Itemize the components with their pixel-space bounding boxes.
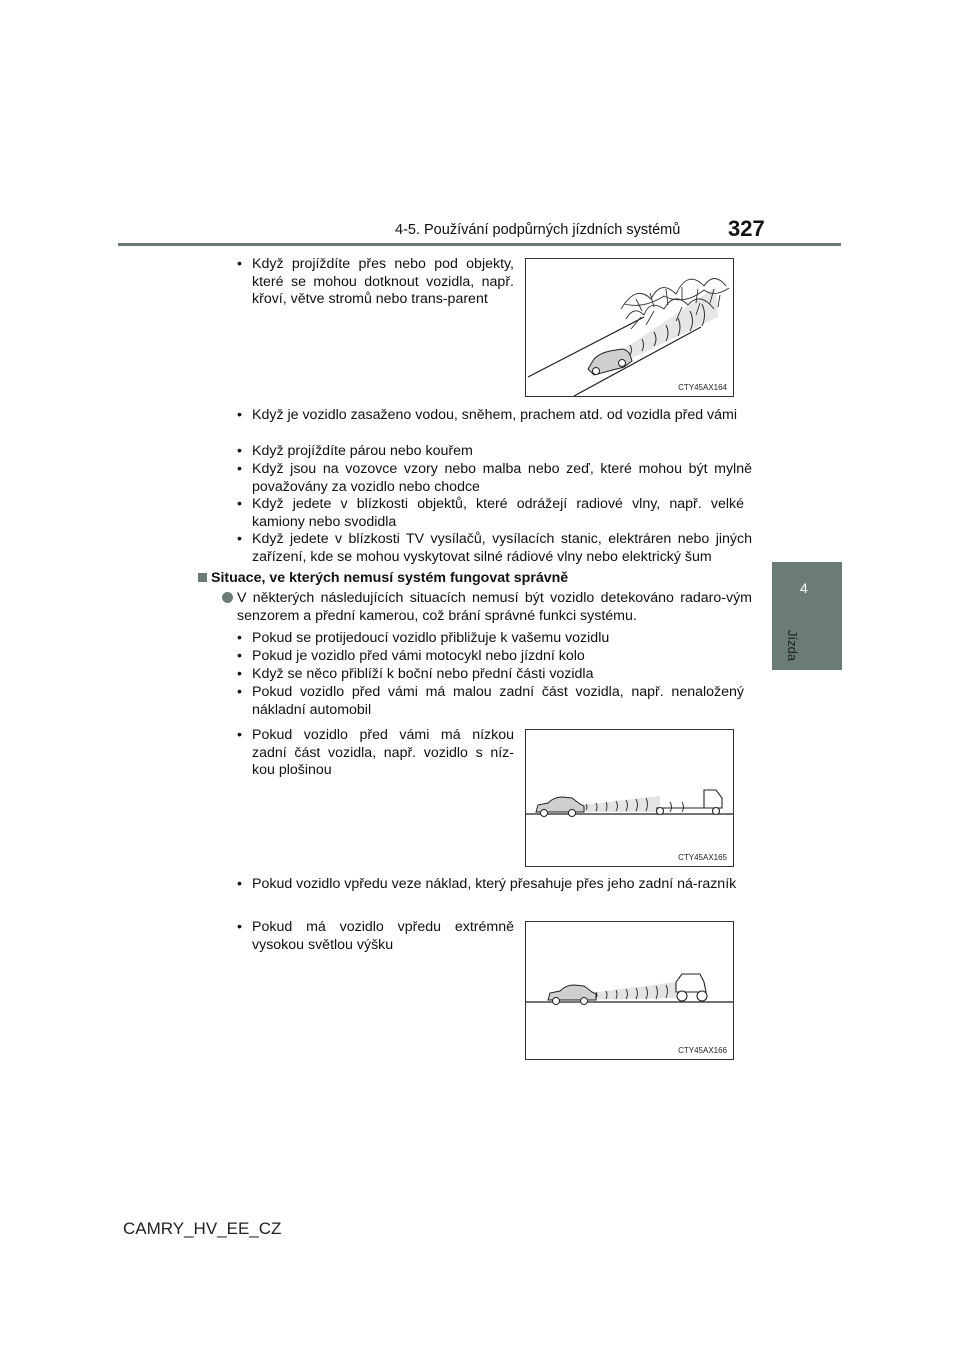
list-item: • Když jedete v blízkosti TV vysílačů, vysílacích stanic, elektráren nebo jiných zařízení, kde se mohou vyskytovat silné rádiové vlny nebo elektrický šum bbox=[237, 531, 752, 565]
high-clearance-illustration bbox=[526, 922, 733, 1059]
list-item-text: Pokud vozidlo před vámi má malou zadní část vozidla, např. nenaložený nákladní automobil bbox=[252, 684, 744, 718]
header-divider bbox=[118, 243, 841, 246]
chapter-tab bbox=[772, 562, 842, 670]
square-bullet-icon bbox=[198, 573, 207, 582]
list-item-text: Když je vozidlo zasaženo vodou, sněhem, prachem atd. od vozidla před vámi bbox=[252, 407, 738, 423]
list-item: • Pokud je vozidlo před vámi motocykl nebo jízdní kolo bbox=[237, 648, 585, 664]
model-code: CAMRY_HV_EE_CZ bbox=[123, 1219, 282, 1238]
figure-code: CTY45AX164 bbox=[678, 383, 727, 392]
circle-bullet-icon bbox=[222, 592, 233, 603]
car-icon bbox=[588, 349, 632, 375]
list-item-text: Když projíždíte párou nebo kouřem bbox=[252, 443, 473, 459]
list-item: • Pokud vozidlo před vámi má nízkou zadní část vozidla, např. vozidlo s níz-kou plošinou bbox=[237, 727, 514, 778]
list-item-text: Když jedete v blízkosti TV vysílačů, vysílacích stanic, elektráren nebo jiných zařízení, kde se mohou vyskytovat silné rádiové vlny nebo elektrický šum bbox=[252, 531, 752, 565]
list-item: • Když jedete v blízkosti objektů, které odrážejí radiové vlny, např. velké kamiony nebo svodidla bbox=[237, 496, 744, 530]
list-item-text: Pokud je vozidlo před vámi motocykl nebo jízdní kolo bbox=[252, 648, 585, 664]
list-item: • Pokud vozidlo vpředu veze náklad, který přesahuje přes jeho zadní ná-razník bbox=[237, 876, 737, 892]
figure-code: CTY45AX165 bbox=[678, 853, 727, 862]
list-item: • Když je vozidlo zasaženo vodou, sněhem, prachem atd. od vozidla před vámi bbox=[237, 407, 738, 423]
list-item: • Když projíždíte přes nebo pod objekty, které se mohou dotknout vozidla, např. křoví, větve stromů nebo trans-parent bbox=[237, 256, 514, 307]
figure-code: CTY45AX166 bbox=[678, 1046, 727, 1055]
list-item-text: Když jedete v blízkosti objektů, které odrážejí radiové vlny, např. velké kamiony nebo svodidla bbox=[252, 496, 744, 530]
suv-icon bbox=[676, 974, 707, 1001]
section-intro-text: V některých následujících situacích nemusí být vozidlo detekováno radaro-vým senzorem a přední kamerou, což brání správné funkci systému. bbox=[237, 590, 752, 624]
section-heading-text: Situace, ve kterých nemusí systém fungovat správně bbox=[211, 570, 569, 586]
figure-vehicle-under-branches bbox=[525, 258, 734, 397]
list-item-text: Pokud má vozidlo vpředu extrémně vysokou světlou výšku bbox=[252, 919, 514, 953]
list-item-text: Když projíždíte přes nebo pod objekty, které se mohou dotknout vozidla, např. křoví, větve stromů nebo trans-parent bbox=[252, 256, 514, 307]
chapter-tab-number: 4 bbox=[800, 580, 808, 596]
list-item: • Pokud vozidlo před vámi má malou zadní část vozidla, např. nenaložený nákladní automobil bbox=[237, 684, 744, 718]
list-item: • Když projíždíte párou nebo kouřem bbox=[237, 443, 473, 459]
list-item-text: Pokud vozidlo vpředu veze náklad, který přesahuje přes jeho zadní ná-razník bbox=[252, 876, 737, 892]
list-item: • Pokud se protijedoucí vozidlo přibližuje k vašemu vozidlu bbox=[237, 630, 610, 646]
list-item-text: Když jsou na vozovce vzory nebo malba nebo zeď, které mohou být mylně považovány za vozidlo nebo chodce bbox=[252, 461, 752, 495]
list-item-text: Pokud se protijedoucí vozidlo přibližuje k vašemu vozidlu bbox=[252, 630, 610, 646]
truck-icon bbox=[656, 790, 722, 815]
section-title: 4-5. Používání podpůrných jízdních systémů bbox=[395, 222, 681, 238]
list-item-text: Když se něco přiblíží k boční nebo přední části vozidla bbox=[252, 666, 594, 682]
page-number: 327 bbox=[728, 216, 765, 241]
list-item-text: Pokud vozidlo před vámi má nízkou zadní část vozidla, např. vozidlo s níz-kou plošinou bbox=[252, 727, 514, 778]
list-item: • Pokud má vozidlo vpředu extrémně vysokou světlou výšku bbox=[237, 919, 514, 953]
list-item: • Když jsou na vozovce vzory nebo malba nebo zeď, které mohou být mylně považovány za vozidlo nebo chodce bbox=[237, 461, 752, 495]
figure-low-platform-vehicle bbox=[525, 729, 734, 867]
chapter-tab-label: Jízda bbox=[785, 630, 800, 662]
low-platform-illustration bbox=[526, 730, 733, 866]
section-intro bbox=[237, 590, 752, 625]
vehicle-branches-illustration bbox=[526, 259, 733, 396]
section-heading bbox=[211, 570, 568, 586]
list-item: • Když se něco přiblíží k boční nebo přední části vozidla bbox=[237, 666, 594, 682]
figure-high-clearance-vehicle bbox=[525, 921, 734, 1060]
